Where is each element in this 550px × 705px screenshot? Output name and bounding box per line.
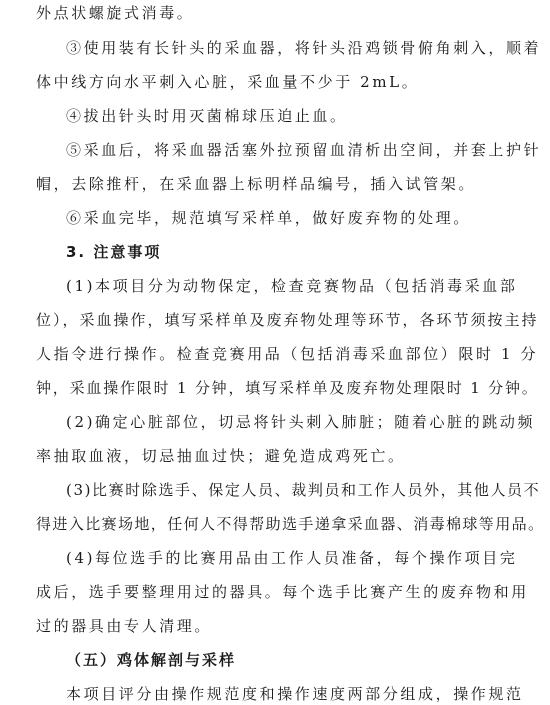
text-line-7: ⑥采血完毕，规范填写采样单，做好废弃物的处理。 (66, 209, 471, 227)
text-line-13: (2)确定心脏部位，切忌将针头刺入肺脏；随着心脏的跳动频 (66, 413, 536, 431)
text-line-15: (3)比赛时除选手、保定人员、裁判员和工作人员外，其他人员不 (66, 481, 541, 499)
section-heading: 3. 注意事项 (66, 243, 162, 261)
text-line-17: (4)每位选手的比赛用品由工作人员准备，每个操作项目完 (66, 549, 518, 567)
text-line-21: 本项目评分由操作规范度和操作速度两部分组成，操作规范 (66, 685, 524, 703)
text-line-1: 外点状螺旋式消毒。 (36, 4, 195, 22)
text-line-9: (1)本项目分为动物保定，检查竞赛物品（包括消毒采血部 (66, 277, 518, 295)
text-line-12: 钟，采血操作限时 1 分钟，填写采样单及废弃物处理限时 1 分钟。 (36, 379, 539, 397)
text-line-5: ⑤采血后，将采血器活塞外拉预留血清析出空间，并套上护针 (66, 141, 542, 159)
text-line-14: 率抽取血液，切忌抽血过快；避免造成鸡死亡。 (36, 447, 406, 465)
text-line-3: 体中线方向水平刺入心脏，采血量不少于 2mL。 (36, 73, 420, 91)
text-line-11: 人指令进行操作。检查竞赛用品（包括消毒采血部位）限时 1 分 (36, 345, 539, 363)
text-line-18: 成后，选手要整理用过的器具。每个选手比赛产生的废弃物和用 (36, 583, 529, 601)
subsection-heading: （五）鸡体解剖与采样 (66, 651, 237, 669)
text-line-6: 帽，去除推杆，在采血器上标明样品编号，插入试管架。 (36, 175, 477, 193)
text-line-16: 得进入比赛场地，任何人不得帮助选手递拿采血器、消毒棉球等用品。 (36, 515, 545, 533)
text-line-2: ③使用装有长针头的采血器，将针头沿鸡锁骨俯角刺入，顺着 (66, 39, 542, 57)
text-line-10: 位），采血操作，填写采样单及废弃物处理等环节，各环节须按主持 (36, 311, 539, 329)
text-line-4: ④拔出针头时用灭菌棉球压迫止血。 (66, 107, 348, 125)
text-line-19: 过的器具由专人清理。 (36, 617, 213, 635)
